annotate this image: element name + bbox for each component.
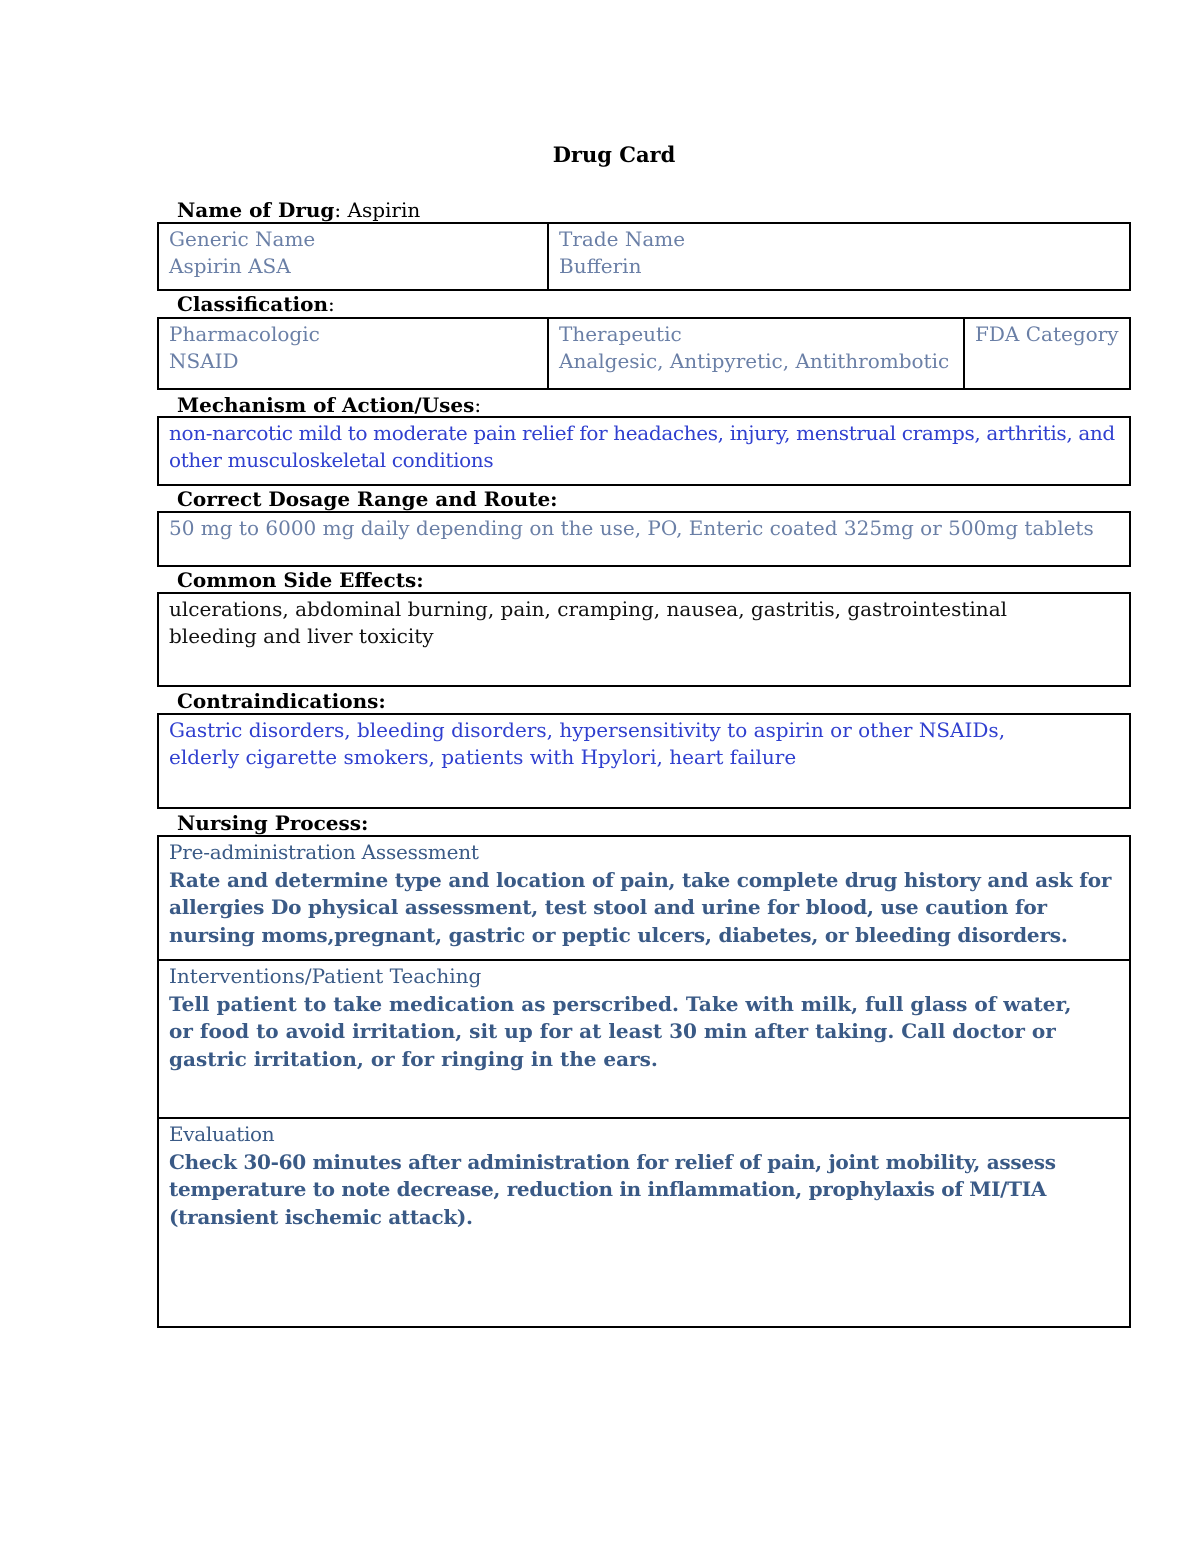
pharmacologic-cell <box>159 319 549 388</box>
interventions-section <box>159 961 1129 1119</box>
side-effects-text: ulcerations, abdominal burning, pain, cramping, nausea, gastritis, gastrointestinal bleeding and liver toxicity <box>169 597 1008 648</box>
side-effects-box <box>157 592 1131 687</box>
interventions-heading: Interventions/Patient Teaching <box>169 964 482 988</box>
pre-admin-section <box>159 837 1129 961</box>
trade-name-value: Bufferin <box>559 254 642 278</box>
contraindications-text: Gastric disorders, bleeding disorders, hypersensitivity to aspirin or other NSAIDs, elderly cigarette smokers, patients with Hpylori, heart failure <box>169 718 1006 769</box>
name-of-drug-value: Aspirin <box>347 198 421 222</box>
therapeutic-label: Therapeutic <box>559 322 682 346</box>
name-of-drug-line <box>177 198 420 222</box>
mechanism-box <box>157 416 1131 486</box>
nursing-process-line <box>177 811 368 835</box>
mechanism-label: Mechanism of Action/Uses <box>177 393 475 417</box>
pre-admin-heading: Pre-administration Assessment <box>169 840 479 864</box>
mechanism-colon: : <box>474 393 482 417</box>
therapeutic-value: Analgesic, Antipyretic, Antithrombotic <box>559 349 950 373</box>
interventions-text: Tell patient to take medication as perscribed. Take with milk, full glass of water, or food to avoid irritation, sit up for at least 30 min after taking. Call doctor or gastric irritation, or for ringing in the ears. <box>169 991 1072 1071</box>
classification-label: Classification <box>177 292 328 316</box>
mechanism-text: non-narcotic mild to moderate pain relief for headaches, injury, menstrual cramps, arthritis, and other musculoskeletal conditions <box>169 421 1115 472</box>
generic-name-cell <box>159 224 549 289</box>
evaluation-text: Check 30-60 minutes after administration for relief of pain, joint mobility, assess temperature to note decrease, reduction in inflammation, prophylaxis of MI/TIA (transient ischemic attack). <box>169 1149 1056 1229</box>
contraindications-line <box>177 689 386 713</box>
dosage-label: Correct Dosage Range and Route: <box>177 487 558 511</box>
side-effects-label: Common Side Effects: <box>177 568 424 592</box>
trade-name-cell <box>549 224 1129 289</box>
evaluation-heading: Evaluation <box>169 1122 275 1146</box>
side-effects-line <box>177 568 424 592</box>
fda-category-label: FDA Category <box>975 322 1119 346</box>
page-title: Drug Card <box>552 142 676 167</box>
classification-colon: : <box>328 292 335 316</box>
dosage-line <box>177 487 558 511</box>
mechanism-line <box>177 393 481 417</box>
pharmacologic-label: Pharmacologic <box>169 322 320 346</box>
dosage-text: 50 mg to 6000 mg daily depending on the use, PO, Enteric coated 325mg or 500mg tablets <box>169 516 1094 540</box>
name-of-drug-colon: : <box>334 198 342 222</box>
contraindications-box <box>157 713 1131 809</box>
name-of-drug-label: Name of Drug <box>177 198 335 222</box>
generic-name-label: Generic Name <box>169 227 316 251</box>
fda-category-cell <box>965 319 1129 388</box>
nursing-process-label: Nursing Process: <box>177 811 369 835</box>
names-table <box>157 222 1131 291</box>
generic-name-value: Aspirin ASA <box>169 254 291 278</box>
evaluation-section <box>159 1119 1129 1326</box>
contraindications-label: Contraindications: <box>177 689 386 713</box>
classification-line <box>177 292 335 316</box>
nursing-process-table <box>157 835 1131 1328</box>
pre-admin-text: Rate and determine type and location of pain, take complete drug history and ask for allergies Do physical assessment, test stool and urine for blood, use caution for nursing moms,pregnant, gastric or peptic ulcers, diabetes, or bleeding disorders. <box>169 867 1112 947</box>
classification-table <box>157 317 1131 390</box>
dosage-box <box>157 511 1131 567</box>
trade-name-label: Trade Name <box>559 227 686 251</box>
therapeutic-cell <box>549 319 965 388</box>
pharmacologic-value: NSAID <box>169 349 239 373</box>
